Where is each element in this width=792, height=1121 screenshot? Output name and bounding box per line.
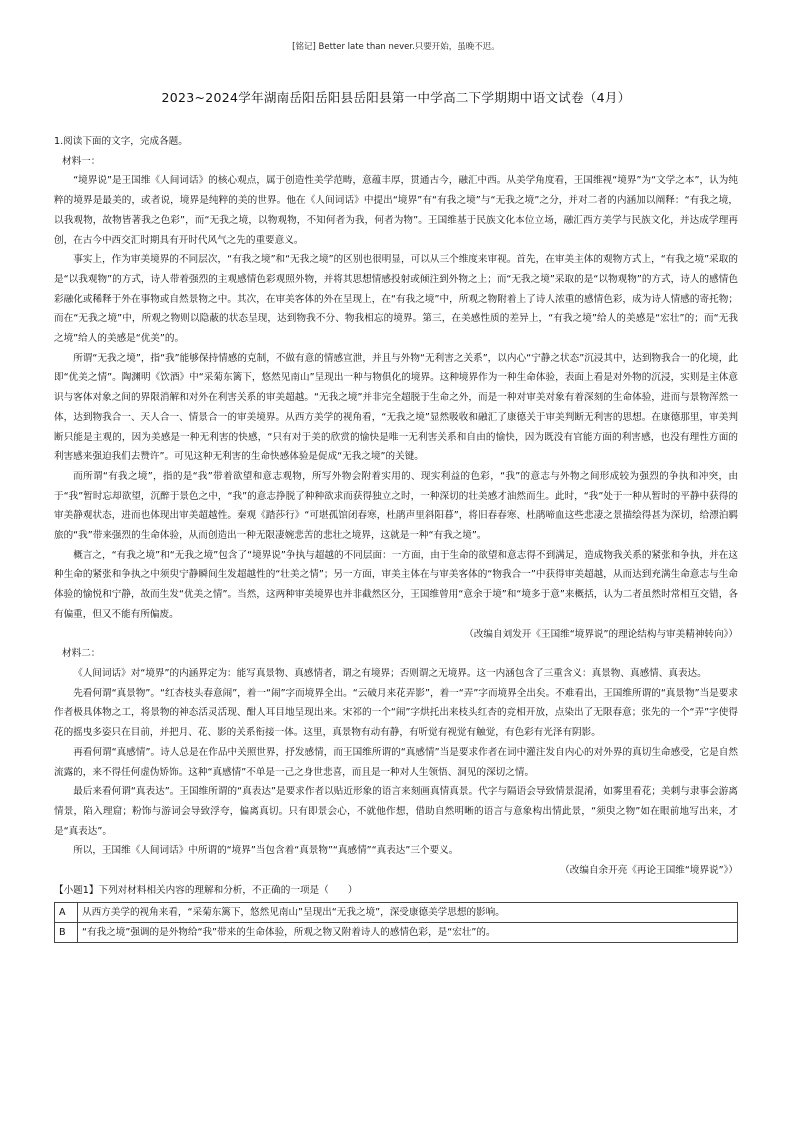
material-1-paragraph: 所谓“无我之境”，指“我”能够保持情感的克制，不做有意的情感宣泄，并且与外物“无利害之关系”，以内心“宁静之状态”沉浸其中，达到物我合一的化境，此即“优美之情”。陶渊明《饮酒》中“采菊东篱下，悠然见南山”呈现出一种与物俱化的境界。这种境界作为一种生命体验，表面上看是对外物的沉浸，实则是主体意识与客体对象之间的界限消解和对外在利害关系的审美超越。“无我之境”并非完全超脱于生命之外，而是一种对审美对象有着深刻的生命体验，进而与景物浑然一体，达到物我合一、天人合一、情景合一的审美境界。从西方美学的视角看，“无我之境”显然吸收和融汇了康德关于审美判断无利害的思想。在康德那里，审美判断只能是主观的，因为美感是一种无利害的快感，“只有对于美的欣赏的愉快是唯一无利害关系和自由的愉快，因为既没有官能方面的利害感，也没有理性方面的利害感来强迫我们去赞许”。可见这种无利害的生命快感体验是促成“无我之境”的关键。 (54, 352, 738, 463)
exam-body (54, 132, 738, 943)
material-1-paragraph: 而所谓“有我之境”，指的是“我”带着欲望和意志观物，所写外物会附着实用的、现实利益的色彩，“我”的意志与外物之间形成较为强烈的争执和冲突，由于“我”暂时忘却欲望，沉醉于景色之中，“我”的意志挣脱了种种欲求而获得独立之时，一种深切的壮美感才油然而生。此时，“我”处于一种从暂时的平静中获得的审美静观状态，进而也体现出审美超越性。秦观《踏莎行》“可堪孤馆闭春寒，杜鹃声里斜阳暮”，将旧春春寒、杜鹃啼血这些悲凄之景描绘得甚为深切，给漂泊羁旅的“我”带来强烈的生命体验，从而创造出一种无限凄婉悲苦的悲壮之境界，这就是一种“有我之境”。 (54, 470, 738, 542)
material-1-paragraph: 事实上，作为审美境界的不同层次，“有我之境”和“无我之境”的区别也很明显，可以从三个维度来审视。首先，在审美主体的观物方式上，“有我之境”采取的是“以我观物”的方式，诗人带着强烈的主观感情色彩观照外物，并将其思想情感投射或倾注到外物之上；而“无我之境”采取的是“以物观物”的方式，诗人的感情色彩融化或稀释于外在事物或自然景物之中。其次，在审美客体的外在呈现上，在“有我之境”中，所观之物附着上了诗人浓重的感情色彩，成为诗人情感的寄托物；而在“无我之境”中，所观之物则以隐蔽的状态呈现，达到物我不分、物我相忘的境界。第三，在美感性质的差异上，“有我之境”给人的美感是“宏壮”的；而“无我之境”给人的美感是“优美”的。 (54, 254, 738, 345)
option-key: B (55, 923, 78, 943)
material-2-paragraph: 《人间词话》对“境界”的内涵界定为：能写真景物、真感情者，谓之有境界；否则谓之无境界。这一内涵包含了三重含义：真景物、真感情、真表达。 (73, 667, 707, 679)
material-1-label: 材料一： (62, 155, 101, 167)
option-row[interactable] (55, 923, 738, 943)
page-title: 2023~2024学年湖南岳阳岳阳县岳阳县第一中学高二下学期期中语文试卷（4月） (161, 90, 631, 105)
option-text: “有我之境”强调的是外物给“我”带来的生命体验，所观之物又附着诗人的感情色彩，是“宏壮”的。 (78, 923, 738, 943)
material-2-source: （改编自余开亮《再论王国维“境界说”》） (560, 865, 738, 877)
material-2-paragraph: 先看何谓“真景物”。“红杏枝头春意闹”，着一“闹”字而境界全出。“云破月来花弄影”，着一“弄”字而境界全出矣。不难看出，王国维所谓的“真景物”当是要求作者极具体物之工，将景物的神态活灵活现、酣人耳目地呈现出来。宋祁的一个“闹”字烘托出来枝头红杏的竞相开放，点染出了无限春意；张先的一个“弄”字使得花的摇曳多姿只在目前，并把月、花、影的关系衔接一体。这里，真景物有动有静，有听觉有视觉有触觉，有色彩有光泽有阴影。 (54, 687, 738, 739)
material-2-paragraph: 再看何谓“真感情”。诗人总是在作品中关照世界，抒发感情，而王国维所谓的“真感情”当是要求作者在词中灌注发自内心的对外界的真切生命感受，它是自然流露的，来不得任何虚伪矫饰。这种“真感情”不单是一己之身世悲喜，而且是一种对人生领悟、洞见的深切之情。 (54, 746, 738, 778)
option-text: 从西方美学的视角来看，“采菊东篱下，悠然见南山”呈现出“无我之境”，深受康德美学思想的影响。 (78, 903, 738, 923)
material-2-paragraph: 最后来看何谓“真表达”。王国维所谓的“真表达”是要求作者以贴近形象的语言来刻画真情真景。代字与隔语会导致情景混淆，如雾里看花；美刺与隶事会游离情景，陷入理窟；粉饰与游词会导致浮夸，偏离真切。只有即景会心，不就他作想，借助自然明晰的语言与意象构出情此景，“须臾之物”如在眼前地写出来，才是“真表达”。 (54, 786, 738, 837)
material-1-paragraph: “境界说”是王国维《人间词话》的核心观点，属于创造性美学范畴，意蕴丰厚，贯通古今，融汇中西。从美学角度看，王国维视“境界”为“文学之本”，认为纯粹的境界是最美的，或者说，境界是纯粹的美的世界。他在《人间词话》中提出“境界”有“有我之境”与“无我之境”之分，并对二者的内涵加以阐释：“有我之境，以我观物，故物皆著我之色彩”，而“无我之境，以物观物，不知何者为我，何者为物”。王国维基于民族文化本位立场，融汇西方美学与民族文化，并达成学理再创，在古今中西交汇时期具有开时代风气之先的重要意义。 (54, 175, 738, 246)
option-key: A (55, 903, 78, 923)
option-row[interactable] (55, 903, 738, 923)
material-1-paragraph: 概言之，“有我之境”和“无我之境”包含了“境界说”争执与超越的不同层面：一方面，由于生命的欲望和意志得不到满足，造成物我关系的紧张和争执，并在这种生命的紧张和争执之中须臾宁静瞬间生发超越性的“壮美之情”；另一方面，审美主体在与审美客体的“物我合一”中获得审美超越，从而达到充满生命意志与生命体验的愉悦和宁静，故而生发“优美之情”。当然，这两种审美境界也并非截然区分，王国维曾用“意余于境”和“境多于意”来概括，认为二者虽然时常相互交错，各有偏重，但又不能有所偏废。 (54, 549, 738, 620)
material-2-paragraph: 所以，王国维《人间词话》中所谓的“境界”当包含着“真景物”“真感情”“真表达”三个要义。 (73, 845, 459, 857)
header-motto: [铭记] Better late than never.只要开始，虽晚不迟。 (292, 42, 500, 52)
material-1-source: （改编自刘发开《王国维“境界说”的理论结构与审美精神转向》） (464, 628, 738, 640)
question-intro: 1.阅读下面的文字，完成各题。 (54, 136, 188, 147)
material-2-label: 材料二： (62, 648, 101, 660)
sub-question-prompt: 【小题1】下列对材料相关内容的理解和分析，不正确的一项是（ ） (54, 884, 358, 896)
answer-options (54, 902, 738, 943)
